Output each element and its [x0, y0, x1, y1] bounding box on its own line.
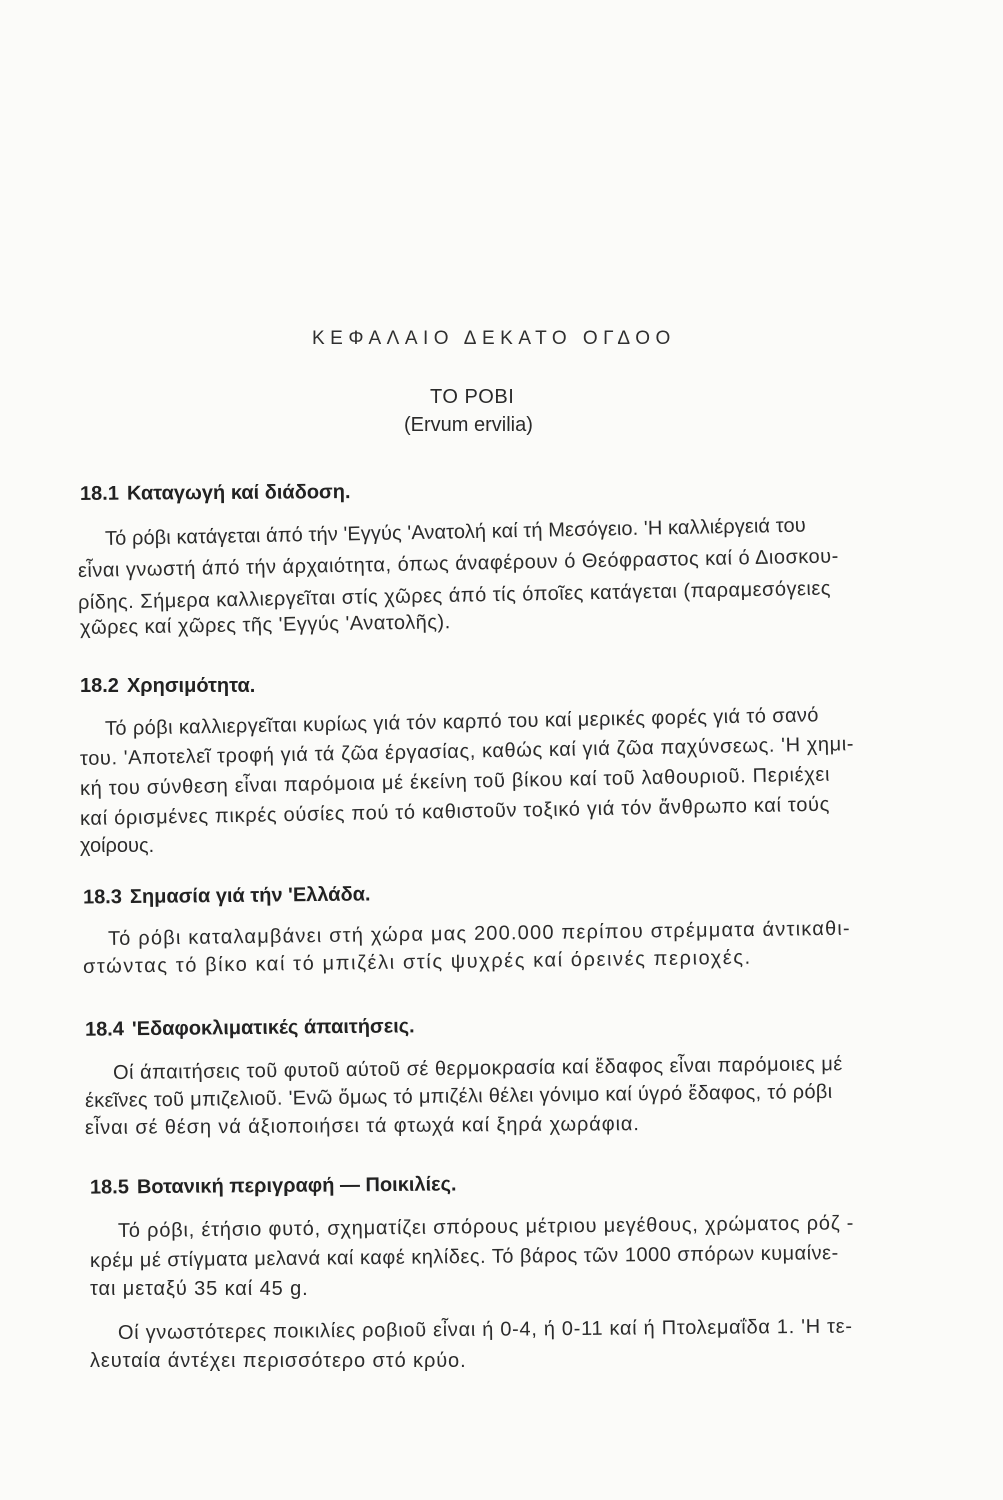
- section-number: 18.1: [79, 482, 120, 505]
- section-title: 'Εδαφοκλιματικές άπαιτήσεις.: [131, 1015, 415, 1041]
- paragraph-line: κρέμ μέ στίγματα μελανά καί καφέ κηλίδες. Τό βάρος τῶν 1000 σπόρων κυμαίνε-: [89, 1242, 839, 1272]
- section-heading: [85, 1015, 415, 1041]
- chapter-title: ΤΟ ΡΟΒΙ: [430, 386, 515, 408]
- paragraph-line: Τό ρόβι καταλαμβάνει στή χώρα μας 200.000 περίπου στρέμματα άντικαθι-: [107, 917, 851, 950]
- paragraph-line: λευταία άντέχει περισσότερο στό κρύο.: [90, 1350, 467, 1372]
- paragraph-line: Τό ρόβι, έτήσιο φυτό, σχηματίζει σπόρους μέτριου μεγέθους, χρώματος ρόζ -: [117, 1212, 855, 1242]
- paragraph-line: κή του σύνθεση εἶναι παρόμοια μέ έκείνη τοῦ βίκου καί τοῦ λαθουριοῦ. Περιέχει: [79, 763, 831, 800]
- paragraph-line: έκεῖνες τοῦ μπιζελιοῦ. 'Ενῶ ὅμως τό μπιζέλι θέλει γόνιμο καί ύγρό ἔδαφος, τό ρόβι: [84, 1080, 833, 1112]
- paragraph-line: Οί γνωστότερες ποικιλίες ροβιοῦ εἶναι ή 0-4, ή 0-11 καί ή Πτολεμαΐδα 1. 'Η τε-: [117, 1315, 853, 1344]
- section-number: 18.4: [84, 1018, 125, 1041]
- paragraph-line: χοίρους.: [80, 835, 155, 857]
- section-heading: [83, 883, 371, 909]
- paragraph-line: Οί άπαιτήσεις τοῦ φυτοῦ αύτοῦ σέ θερμοκρασία καί ἔδαφος εἶναι παρόμοιες μέ: [112, 1053, 843, 1084]
- section-title: Χρησιμότητα.: [126, 675, 256, 697]
- paragraph-line: Τό ρόβι κατάγεται άπό τήν 'Εγγύς 'Ανατολή καί τή Μεσόγειο. 'Η καλλιέργειά του: [104, 514, 806, 550]
- paragraph-line: του. 'Αποτελεῖ τροφή γιά τά ζῶα έργασίας, καθώς καί γιά ζῶα παχύνσεως. 'Η χημι-: [79, 733, 855, 770]
- section-heading: [80, 481, 351, 506]
- paragraph-line: καί όρισμένες πικρές ούσίες πού τό καθιστοῦν τοξικό γιά τόν ἄνθρωπο καί τούς: [79, 793, 831, 830]
- chapter-label: ΚΕΦΑΛΑΙΟ ΔΕΚΑΤΟ ΟΓΔΟΟ: [312, 328, 676, 349]
- section-title: Βοτανική περιγραφή — Ποικιλίες.: [136, 1173, 457, 1199]
- section-number: 18.2: [80, 675, 119, 697]
- paragraph-line: Τό ρόβι καλλιεργεῖται κυρίως γιά τόν καρπό του καί μερικές φορές γιά τό σανό: [104, 704, 820, 740]
- section-title: Σημασία γιά τήν 'Ελλάδα.: [129, 883, 371, 909]
- paragraph-line: στώντας τό βίκο καί τό μπιζέλι στίς ψυχρές καί όρεινές περιοχές.: [82, 946, 752, 978]
- section-heading: [80, 675, 255, 698]
- section-heading: [90, 1173, 457, 1199]
- paragraph-line: χῶρες καί χῶρες τῆς 'Εγγύς 'Ανατολῆς).: [79, 611, 451, 639]
- paragraph-line: εἶναι γνωστή άπό τήν άρχαιότητα, όπως άναφέρουν ό Θεόφραστος καί ό Διοσκου-: [77, 545, 839, 582]
- chapter-subtitle: (Ervum ervilia): [404, 414, 533, 436]
- paragraph-line: ται μεταξύ 35 καί 45 g.: [90, 1278, 309, 1300]
- section-title: Καταγωγή καί διάδοση.: [126, 481, 351, 505]
- paragraph-line: ρίδης. Σήμερα καλλιεργεῖται στίς χῶρες άπό τίς όποῖες κατάγεται (παραμεσόγειες: [77, 577, 832, 614]
- paragraph-line: εἶναι σέ θέση νά άξιοποιήσει τά φτωχά καί ξηρά χωράφια.: [84, 1113, 640, 1139]
- section-number: 18.5: [89, 1176, 130, 1199]
- section-number: 18.3: [82, 886, 123, 909]
